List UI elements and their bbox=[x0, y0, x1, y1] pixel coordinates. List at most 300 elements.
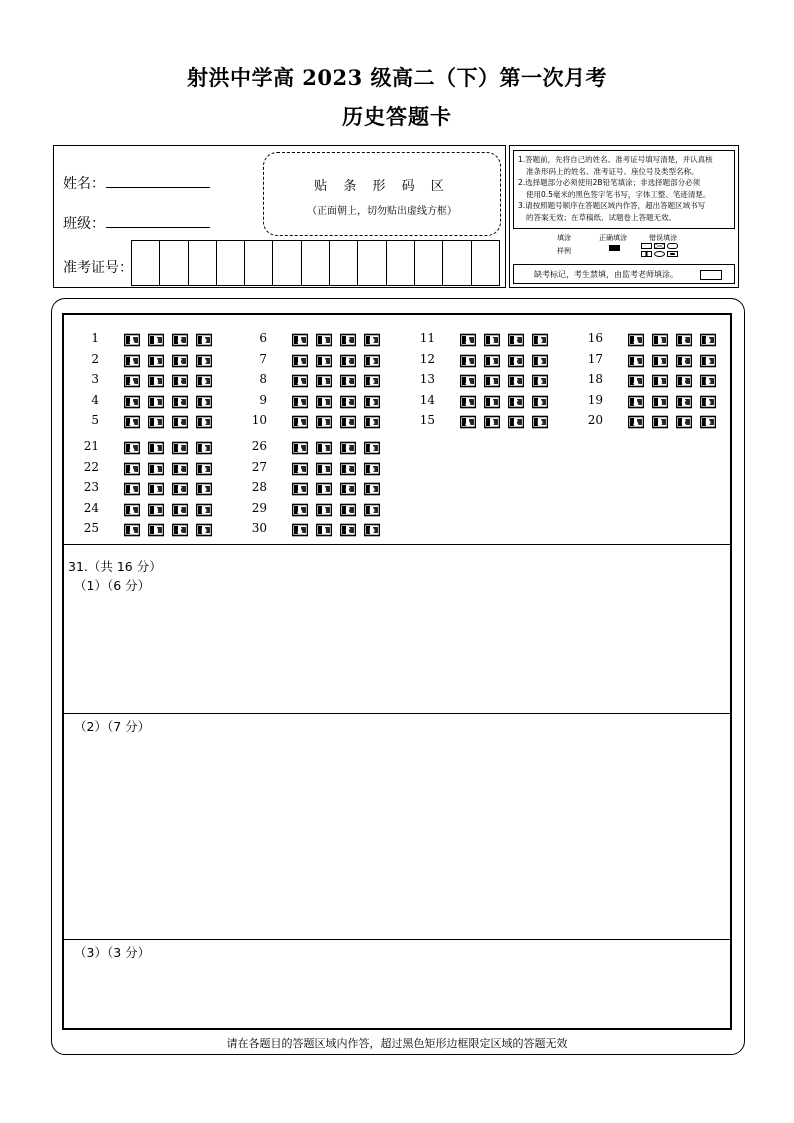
option-bubble-c[interactable] bbox=[172, 373, 188, 387]
option-bubble-c[interactable] bbox=[508, 353, 524, 367]
question-number: 9 bbox=[259, 392, 267, 407]
option-bubble-a[interactable] bbox=[292, 522, 308, 536]
svg-text:D: D bbox=[201, 357, 207, 366]
svg-text:C: C bbox=[177, 357, 183, 366]
option-bubble-c[interactable] bbox=[172, 332, 188, 346]
option-bubble-b[interactable] bbox=[484, 394, 500, 408]
name-field[interactable] bbox=[106, 186, 210, 188]
svg-text:C: C bbox=[681, 378, 687, 386]
svg-text:C: C bbox=[513, 357, 519, 366]
option-bubble-d[interactable] bbox=[364, 373, 380, 387]
option-bubble-c[interactable] bbox=[676, 332, 692, 346]
option-bubble-c[interactable] bbox=[340, 461, 356, 475]
option-bubble-a[interactable] bbox=[124, 502, 140, 516]
option-bubble-c[interactable] bbox=[172, 481, 188, 495]
barcode-title: 贴 条 形 码 区 bbox=[314, 179, 450, 194]
svg-text:B: B bbox=[321, 465, 327, 474]
option-bubble-b[interactable] bbox=[316, 440, 332, 454]
option-bubble-d[interactable] bbox=[196, 502, 212, 516]
svg-text:A: A bbox=[129, 506, 135, 515]
option-bubble-a[interactable] bbox=[124, 394, 140, 408]
svg-text:D: D bbox=[369, 465, 375, 474]
svg-text:B: B bbox=[657, 398, 663, 407]
option-bubble-c[interactable] bbox=[172, 353, 188, 367]
option-bubble-a[interactable] bbox=[124, 332, 140, 346]
option-bubble-a[interactable] bbox=[292, 332, 308, 346]
svg-text:B: B bbox=[321, 445, 327, 453]
option-bubble-b[interactable] bbox=[652, 394, 668, 408]
svg-text:B: B bbox=[321, 486, 327, 494]
svg-text:C: C bbox=[345, 486, 351, 494]
barcode-area bbox=[263, 152, 501, 236]
option-bubble-b[interactable] bbox=[484, 353, 500, 367]
option-bubble-c[interactable] bbox=[676, 373, 692, 387]
svg-text:D: D bbox=[705, 398, 711, 407]
svg-text:B: B bbox=[321, 419, 327, 427]
option-bubble-d[interactable] bbox=[532, 373, 548, 387]
svg-text:C: C bbox=[345, 378, 351, 386]
option-bubble-c[interactable] bbox=[340, 373, 356, 387]
question-number: 20 bbox=[587, 413, 603, 427]
svg-text:C: C bbox=[681, 337, 687, 345]
class-field[interactable] bbox=[106, 226, 210, 228]
option-bubble-d[interactable] bbox=[196, 353, 212, 367]
option-bubble-a[interactable] bbox=[124, 353, 140, 367]
notice-line: 准条形码上的姓名、准考证号、座位号及类型名称。 bbox=[526, 166, 699, 176]
svg-text:C: C bbox=[177, 337, 183, 345]
exam-id-grid[interactable] bbox=[131, 240, 500, 286]
svg-text:C: C bbox=[345, 527, 351, 535]
svg-text:A: A bbox=[297, 527, 303, 535]
question-number: 23 bbox=[83, 480, 99, 494]
id-digit-cell[interactable] bbox=[245, 240, 273, 286]
svg-text:A: A bbox=[297, 378, 303, 386]
notice-text bbox=[513, 150, 735, 229]
divider bbox=[64, 713, 730, 714]
option-bubble-b[interactable] bbox=[484, 373, 500, 387]
option-bubble-b[interactable] bbox=[316, 414, 332, 428]
svg-text:C: C bbox=[345, 419, 351, 427]
svg-text:A: A bbox=[297, 506, 303, 515]
answer-area bbox=[62, 313, 732, 1030]
option-bubble-c[interactable] bbox=[340, 353, 356, 367]
svg-text:C: C bbox=[345, 337, 351, 345]
option-bubble-c[interactable] bbox=[340, 440, 356, 454]
option-bubble-b[interactable] bbox=[652, 373, 668, 387]
option-bubble-a[interactable] bbox=[460, 394, 476, 408]
question-number: 13 bbox=[419, 372, 435, 386]
id-digit-cell[interactable] bbox=[443, 240, 471, 286]
svg-text:A: A bbox=[129, 398, 135, 407]
option-bubble-d[interactable] bbox=[700, 394, 716, 408]
exam-subtitle: 历史答题卡 bbox=[342, 104, 452, 129]
option-bubble-a[interactable] bbox=[292, 481, 308, 495]
option-bubble-a[interactable] bbox=[124, 481, 140, 495]
svg-text:A: A bbox=[129, 527, 135, 535]
svg-text:A: A bbox=[297, 465, 303, 474]
option-bubble-d[interactable] bbox=[364, 353, 380, 367]
option-bubble-d[interactable] bbox=[196, 461, 212, 475]
option-bubble-c[interactable] bbox=[172, 502, 188, 516]
svg-text:C: C bbox=[177, 527, 183, 535]
option-bubble-b[interactable] bbox=[652, 353, 668, 367]
svg-text:D: D bbox=[537, 398, 543, 407]
option-bubble-b[interactable] bbox=[148, 414, 164, 428]
option-bubble-a[interactable] bbox=[124, 414, 140, 428]
option-bubble-b[interactable] bbox=[316, 332, 332, 346]
svg-text:D: D bbox=[201, 378, 207, 386]
option-bubble-b[interactable] bbox=[316, 522, 332, 536]
svg-text:D: D bbox=[369, 398, 375, 407]
exam-title: 射洪中学高 2023 级高二（下）第一次月考 bbox=[186, 65, 608, 90]
svg-text:D: D bbox=[201, 419, 207, 427]
option-bubble-a[interactable] bbox=[628, 394, 644, 408]
option-bubble-a[interactable] bbox=[292, 373, 308, 387]
id-digit-cell[interactable] bbox=[160, 240, 188, 286]
notice-line: 的答案无效；在草稿纸、试题卷上答题无效。 bbox=[526, 212, 676, 222]
question-number: 7 bbox=[259, 351, 267, 366]
footer-note: 请在各题目的答题区域内作答，超过黑色矩形边框限定区域的答题无效 bbox=[226, 1037, 568, 1050]
svg-text:C: C bbox=[513, 419, 519, 427]
option-bubble-c[interactable] bbox=[508, 394, 524, 408]
id-digit-cell[interactable] bbox=[387, 240, 415, 286]
svg-text:C: C bbox=[513, 378, 519, 386]
option-bubble-b[interactable] bbox=[148, 373, 164, 387]
question-number: 29 bbox=[251, 500, 267, 515]
option-bubble-b[interactable] bbox=[148, 481, 164, 495]
svg-text:D: D bbox=[537, 337, 543, 345]
svg-text:C: C bbox=[513, 398, 519, 407]
option-bubble-b[interactable] bbox=[652, 414, 668, 428]
question-number: 16 bbox=[587, 331, 603, 345]
option-bubble-c[interactable] bbox=[508, 332, 524, 346]
svg-text:A: A bbox=[465, 378, 471, 386]
svg-text:B: B bbox=[321, 527, 327, 535]
q31-part1-label: （1）（6 分） bbox=[74, 578, 151, 593]
option-bubble-b[interactable] bbox=[652, 332, 668, 346]
fill-label: 填涂 bbox=[557, 234, 571, 242]
fill-example bbox=[513, 232, 735, 262]
option-bubble-d[interactable] bbox=[700, 373, 716, 387]
class-label: 班级： bbox=[63, 216, 105, 232]
option-bubble-a[interactable] bbox=[628, 414, 644, 428]
option-bubble-a[interactable] bbox=[292, 440, 308, 454]
option-bubble-c[interactable] bbox=[676, 353, 692, 367]
svg-text:A: A bbox=[465, 419, 471, 427]
svg-text:A: A bbox=[633, 357, 639, 366]
option-bubble-c[interactable] bbox=[340, 332, 356, 346]
option-bubble-c[interactable] bbox=[172, 440, 188, 454]
question-number: 22 bbox=[83, 459, 99, 474]
question-number: 21 bbox=[83, 439, 99, 453]
option-bubble-d[interactable] bbox=[700, 414, 716, 428]
svg-text:D: D bbox=[201, 445, 207, 453]
question-number: 17 bbox=[587, 351, 603, 366]
svg-text:C: C bbox=[177, 398, 183, 407]
svg-text:B: B bbox=[489, 398, 495, 407]
option-bubble-b[interactable] bbox=[148, 502, 164, 516]
option-bubble-a[interactable] bbox=[292, 461, 308, 475]
question-number: 10 bbox=[251, 413, 267, 427]
svg-text:B: B bbox=[489, 337, 495, 345]
svg-text:A: A bbox=[297, 445, 303, 453]
svg-text:C: C bbox=[345, 506, 351, 515]
svg-text:C: C bbox=[681, 419, 687, 427]
svg-text:A: A bbox=[129, 465, 135, 474]
option-bubble-a[interactable] bbox=[292, 502, 308, 516]
svg-text:B: B bbox=[153, 527, 159, 535]
question-number: 19 bbox=[587, 392, 603, 407]
question-number: 3 bbox=[91, 372, 99, 386]
svg-text:D: D bbox=[369, 445, 375, 453]
svg-text:B: B bbox=[657, 378, 663, 386]
option-bubble-a[interactable] bbox=[124, 461, 140, 475]
svg-text:D: D bbox=[369, 378, 375, 386]
option-bubble-a[interactable] bbox=[460, 332, 476, 346]
svg-text:C: C bbox=[177, 486, 183, 494]
option-bubble-a[interactable] bbox=[124, 440, 140, 454]
q31-heading: 31.（共 16 分） bbox=[68, 559, 162, 574]
name-label: 姓名： bbox=[63, 176, 105, 192]
option-bubble-c[interactable] bbox=[172, 522, 188, 536]
option-bubble-b[interactable] bbox=[316, 461, 332, 475]
svg-text:A: A bbox=[297, 419, 303, 427]
id-digit-cell[interactable] bbox=[472, 240, 500, 286]
svg-text:B: B bbox=[153, 419, 159, 427]
option-bubble-d[interactable] bbox=[364, 522, 380, 536]
option-bubble-a[interactable] bbox=[292, 353, 308, 367]
option-bubble-b[interactable] bbox=[148, 394, 164, 408]
svg-text:D: D bbox=[201, 506, 207, 515]
svg-text:A: A bbox=[465, 398, 471, 407]
id-digit-cell[interactable] bbox=[189, 240, 217, 286]
question-number: 26 bbox=[251, 439, 267, 453]
question-number: 30 bbox=[251, 521, 267, 535]
id-digit-cell[interactable] bbox=[302, 240, 330, 286]
svg-text:D: D bbox=[537, 357, 543, 366]
svg-text:A: A bbox=[129, 445, 135, 453]
id-digit-cell[interactable] bbox=[217, 240, 245, 286]
option-bubble-d[interactable] bbox=[196, 373, 212, 387]
option-bubble-c[interactable] bbox=[172, 414, 188, 428]
svg-text:D: D bbox=[201, 527, 207, 535]
example-label: 样例 bbox=[557, 247, 571, 255]
option-bubble-b[interactable] bbox=[484, 332, 500, 346]
option-bubble-b[interactable] bbox=[316, 353, 332, 367]
svg-text:D: D bbox=[369, 357, 375, 366]
id-digit-cell[interactable] bbox=[358, 240, 386, 286]
option-bubble-b[interactable] bbox=[484, 414, 500, 428]
svg-text:C: C bbox=[345, 398, 351, 407]
svg-text:D: D bbox=[201, 337, 207, 345]
svg-text:B: B bbox=[153, 357, 159, 366]
wrong-fill-marks bbox=[641, 242, 678, 258]
svg-text:C: C bbox=[177, 419, 183, 427]
option-bubble-a[interactable] bbox=[460, 373, 476, 387]
wrong-fill-label: 错误填涂 bbox=[649, 234, 677, 242]
question-number: 27 bbox=[251, 459, 267, 474]
option-bubble-a[interactable] bbox=[628, 332, 644, 346]
option-bubble-d[interactable] bbox=[700, 353, 716, 367]
option-bubble-d[interactable] bbox=[196, 522, 212, 536]
option-bubble-d[interactable] bbox=[196, 440, 212, 454]
option-bubble-c[interactable] bbox=[340, 522, 356, 536]
option-bubble-d[interactable] bbox=[364, 502, 380, 516]
svg-text:D: D bbox=[369, 337, 375, 345]
svg-text:A: A bbox=[129, 337, 135, 345]
option-bubble-a[interactable] bbox=[292, 394, 308, 408]
question-number: 24 bbox=[83, 500, 99, 515]
svg-text:D: D bbox=[705, 337, 711, 345]
notice-line: 1.答题前，先将自己的姓名、准考证号填写清楚，并认真核 bbox=[518, 155, 713, 164]
q31-part3-label: （3）（3 分） bbox=[74, 945, 151, 960]
svg-text:A: A bbox=[465, 337, 471, 345]
id-label: 准考证号： bbox=[63, 260, 133, 276]
option-bubble-a[interactable] bbox=[124, 373, 140, 387]
option-bubble-b[interactable] bbox=[316, 502, 332, 516]
correct-fill-mark bbox=[609, 245, 620, 251]
question-number: 11 bbox=[419, 331, 435, 345]
question-number: 14 bbox=[419, 392, 435, 407]
svg-text:B: B bbox=[321, 506, 327, 515]
svg-text:B: B bbox=[321, 357, 327, 366]
absent-mark-box bbox=[513, 264, 735, 284]
svg-text:B: B bbox=[153, 378, 159, 386]
svg-text:C: C bbox=[345, 357, 351, 366]
notice-line: 使用0.5毫米的黑色签字笔书写，字体工整、笔迹清楚。 bbox=[526, 189, 711, 199]
svg-text:D: D bbox=[201, 486, 207, 494]
svg-text:C: C bbox=[513, 337, 519, 345]
svg-text:D: D bbox=[537, 378, 543, 386]
svg-text:B: B bbox=[153, 465, 159, 474]
option-bubble-a[interactable] bbox=[460, 353, 476, 367]
option-bubble-a[interactable] bbox=[628, 373, 644, 387]
svg-text:A: A bbox=[297, 486, 303, 494]
svg-text:A: A bbox=[633, 337, 639, 345]
svg-text:D: D bbox=[705, 378, 711, 386]
svg-text:B: B bbox=[321, 378, 327, 386]
absent-text: 缺考标记，考生禁填，由监考老师填涂。 bbox=[534, 270, 678, 279]
option-bubble-d[interactable] bbox=[364, 461, 380, 475]
divider bbox=[64, 544, 730, 545]
svg-text:C: C bbox=[177, 465, 183, 474]
question-number: 18 bbox=[587, 372, 603, 386]
option-bubble-d[interactable] bbox=[532, 414, 548, 428]
svg-text:D: D bbox=[537, 419, 543, 427]
question-number: 8 bbox=[259, 372, 267, 386]
svg-text:D: D bbox=[369, 527, 375, 535]
id-digit-cell[interactable] bbox=[330, 240, 358, 286]
option-bubble-d[interactable] bbox=[364, 332, 380, 346]
option-bubble-a[interactable] bbox=[124, 522, 140, 536]
svg-text:B: B bbox=[489, 378, 495, 386]
option-bubble-b[interactable] bbox=[148, 332, 164, 346]
option-bubble-c[interactable] bbox=[676, 414, 692, 428]
absent-checkbox[interactable] bbox=[700, 270, 722, 280]
question-number: 6 bbox=[259, 331, 267, 345]
svg-text:B: B bbox=[657, 337, 663, 345]
option-bubble-c[interactable] bbox=[340, 414, 356, 428]
option-bubble-a[interactable] bbox=[292, 414, 308, 428]
svg-text:A: A bbox=[465, 357, 471, 366]
option-bubble-d[interactable] bbox=[364, 481, 380, 495]
option-bubble-b[interactable] bbox=[148, 461, 164, 475]
option-bubble-c[interactable] bbox=[508, 373, 524, 387]
svg-text:B: B bbox=[321, 398, 327, 407]
svg-text:A: A bbox=[129, 486, 135, 494]
option-bubble-b[interactable] bbox=[148, 353, 164, 367]
option-bubble-c[interactable] bbox=[340, 394, 356, 408]
svg-text:B: B bbox=[153, 486, 159, 494]
id-digit-cell[interactable] bbox=[132, 240, 160, 286]
svg-text:A: A bbox=[129, 378, 135, 386]
svg-text:A: A bbox=[633, 398, 639, 407]
question-number: 1 bbox=[91, 331, 99, 345]
option-bubble-d[interactable] bbox=[196, 332, 212, 346]
svg-text:C: C bbox=[681, 398, 687, 407]
svg-text:D: D bbox=[705, 357, 711, 366]
option-bubble-b[interactable] bbox=[148, 440, 164, 454]
option-bubble-b[interactable] bbox=[316, 373, 332, 387]
option-bubble-b[interactable] bbox=[148, 522, 164, 536]
option-bubble-a[interactable] bbox=[628, 353, 644, 367]
question-number: 25 bbox=[83, 521, 99, 535]
svg-text:A: A bbox=[633, 419, 639, 427]
svg-text:A: A bbox=[129, 357, 135, 366]
divider bbox=[64, 939, 730, 940]
option-bubble-d[interactable] bbox=[364, 394, 380, 408]
svg-text:D: D bbox=[369, 506, 375, 515]
option-bubble-c[interactable] bbox=[340, 481, 356, 495]
svg-text:A: A bbox=[297, 337, 303, 345]
svg-text:D: D bbox=[201, 465, 207, 474]
option-bubble-b[interactable] bbox=[316, 394, 332, 408]
option-bubble-d[interactable] bbox=[196, 394, 212, 408]
notice-line: 2.选择题部分必须使用2B铅笔填涂；非选择题部分必须 bbox=[518, 178, 701, 187]
option-bubble-a[interactable] bbox=[460, 414, 476, 428]
svg-text:D: D bbox=[369, 486, 375, 494]
option-bubble-d[interactable] bbox=[532, 353, 548, 367]
option-bubble-d[interactable] bbox=[196, 414, 212, 428]
svg-text:C: C bbox=[345, 445, 351, 453]
svg-text:A: A bbox=[297, 357, 303, 366]
svg-text:B: B bbox=[153, 337, 159, 345]
q31-part2-label: （2）（7 分） bbox=[74, 719, 151, 734]
svg-text:B: B bbox=[489, 419, 495, 427]
svg-text:B: B bbox=[153, 445, 159, 453]
svg-text:A: A bbox=[633, 378, 639, 386]
svg-text:D: D bbox=[201, 398, 207, 407]
option-bubble-d[interactable] bbox=[700, 332, 716, 346]
option-bubble-c[interactable] bbox=[676, 394, 692, 408]
option-bubble-b[interactable] bbox=[316, 481, 332, 495]
id-digit-cell[interactable] bbox=[415, 240, 443, 286]
option-bubble-d[interactable] bbox=[364, 414, 380, 428]
question-number: 5 bbox=[91, 413, 99, 427]
question-number: 15 bbox=[419, 413, 435, 427]
svg-text:C: C bbox=[177, 506, 183, 515]
option-bubble-d[interactable] bbox=[364, 440, 380, 454]
option-bubble-c[interactable] bbox=[172, 461, 188, 475]
option-bubble-c[interactable] bbox=[508, 414, 524, 428]
id-digit-cell[interactable] bbox=[273, 240, 301, 286]
option-bubble-d[interactable] bbox=[532, 332, 548, 346]
option-bubble-c[interactable] bbox=[172, 394, 188, 408]
option-bubble-d[interactable] bbox=[532, 394, 548, 408]
svg-text:B: B bbox=[153, 506, 159, 515]
option-bubble-c[interactable] bbox=[340, 502, 356, 516]
option-bubble-d[interactable] bbox=[196, 481, 212, 495]
